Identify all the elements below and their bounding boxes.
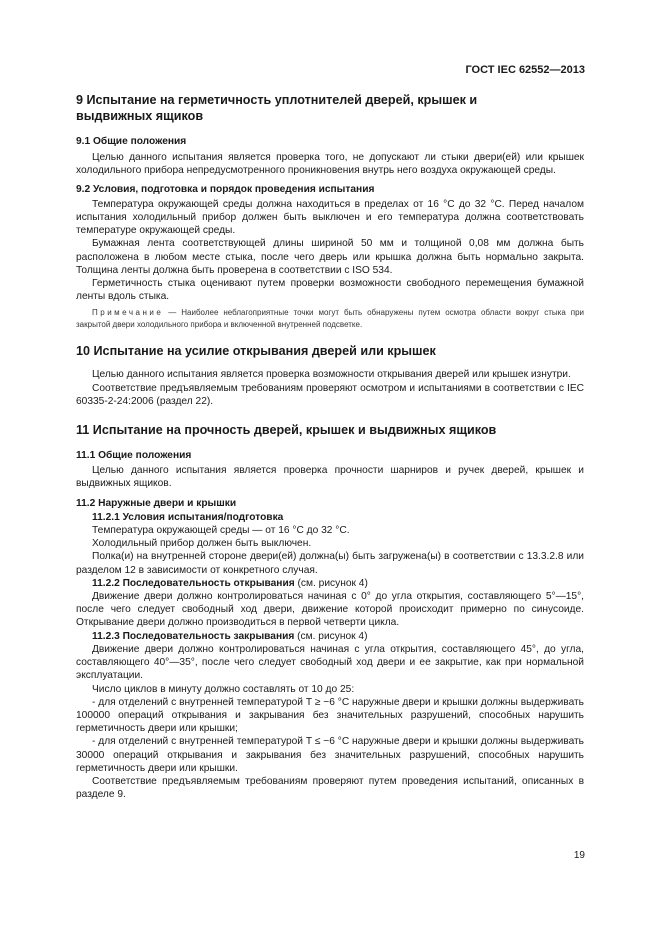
section-9-1-title: 9.1 Общие положения (76, 136, 187, 147)
section-11-title: 11 Испытание на прочность дверей, крышек и выдвижных ящиков (76, 423, 497, 438)
section-11-2-1-text-3: Полка(и) на внутренней стороне двери(ей) должна(ы) быть загружена(ы) в соответствии с 13.3.2.8 или разделом 12 в зависимости от конкретного случая. (76, 551, 584, 576)
section-11-1-title: 11.1 Общие положения (76, 450, 192, 462)
section-11-2-3-title: 11.2.3 Последовательность закрывания (92, 630, 295, 642)
section-9-2-title: 9.2 Условия, подготовка и порядок проведения испытания (76, 183, 375, 195)
section-11-2-3-text-5: Соответствие предъявляемым требованиям проверяют путем проведения испытаний, описанных в разделе 9. (76, 775, 584, 801)
section-9-2-text-2: Бумажная лента соответствующей длины шириной 50 мм и толщиной 0,08 мм должна быть расположена в любом месте стыка, после чего дверь или крышка должна быть нормально закрыта. Толщина ленты должна быть проверена в соответствии с ISO 534. (76, 238, 584, 276)
section-10-text-1: Целью данного испытания является проверка возможности открывания дверей или крышек изнутри. (92, 369, 571, 381)
page-content (76, 92, 584, 801)
section-11-2-2-title: 11.2.2 Последовательность открывания (92, 577, 295, 589)
section-11-2-title: 11.2 Наружные двери и крышки (76, 497, 237, 509)
note-text: — Наиболее неблагоприятные точки могут быть обнаружены путем осмотра области вокруг стыка при закрытой двери холодильного прибора и включенной внутренней подсветке. (76, 308, 584, 329)
section-11-1-text: Целью данного испытания является проверка прочности шарниров и ручек дверей, крышек и выдвижных ящиков. (76, 465, 584, 490)
note-label: Примечание (92, 308, 164, 318)
section-11-2-2-heading (76, 577, 584, 590)
section-9-title: 9 Испытание на герметичность уплотнителей дверей, крышек и выдвижных ящиков (76, 93, 478, 123)
section-9-2-text-3: Герметичность стыка оценивают путем проверки возможности свободного перемещения бумажной ленты вдоль стыка. (76, 278, 584, 303)
section-10-title: 10 Испытание на усилие открывания дверей или крышек (76, 344, 436, 359)
section-11-2-3-heading (76, 630, 584, 643)
section-11-2-1-title: 11.2.1 Условия испытания/подготовка (92, 511, 284, 523)
standard-header: ГОСТ IEC 62552—2013 (465, 64, 585, 76)
section-10-text-2: Соответствие предъявляемым требованиям проверяют осмотром и испытаниями в соответствии с IEC 60335-2-24:2006 (раздел 22). (76, 382, 584, 407)
section-11-2-3-text-4: - для отделений с внутренней температурой T ≤ −6 °С наружные двери и крышки должны выдерживать 30000 операций открывания и закрывания без значительных разрушений, способных нарушить герметичность двери или крышки. (76, 736, 584, 774)
note (76, 307, 584, 330)
section-11-2-1-text-1: Температура окружающей среды — от 16 °С до 32 °С. (92, 525, 350, 537)
section-11-2-2-ref: (см. рисунок 4) (294, 577, 368, 589)
section-11-2-3-ref: (см. рисунок 4) (294, 630, 368, 642)
section-11-2-3-text-1: Движение двери должно контролироваться начиная с угла открытия, составляющего 45°, до угла, составляющего 40°—35°, после чего следует свободный ход двери и ее закрытие, как при нормальной эксплуатации. (76, 643, 584, 682)
page-number: 19 (573, 850, 585, 861)
section-11-2-3-text-3: - для отделений с внутренней температурой T ≥ −6 °С наружные двери и крышки должны выдерживать 100000 операций открывания и закрывания без значительных разрушений, способных нарушить герметичность двери или крышки; (76, 696, 584, 735)
section-9-2-text-1: Температура окружающей среды должна находиться в пределах от 16 °С до 32 °С. Перед началом испытания холодильный прибор должен быть выключен и его температура должна соответствовать температуре окружающей среды. (76, 198, 584, 237)
section-11-2-1-text-2: Холодильный прибор должен быть выключен. (92, 538, 312, 550)
section-9-1-text: Целью данного испытания является проверка того, не допускают ли стыки двери(ей) или крышек холодильного прибора непредусмотренного проникновения внутрь него воздуха окружающей среды. (76, 152, 584, 177)
section-11-2-2-text: Движение двери должно контролироваться начиная с 0° до угла открытия, составляющего 5°—15°, после чего следует свободный ход двери, движение которой происходит примерно по синусоиде. Открывание двери должно производиться в первой четверти цикла. (76, 591, 584, 629)
section-11-2-3-text-2: Число циклов в минуту должно составлять от 10 до 25: (92, 683, 355, 695)
